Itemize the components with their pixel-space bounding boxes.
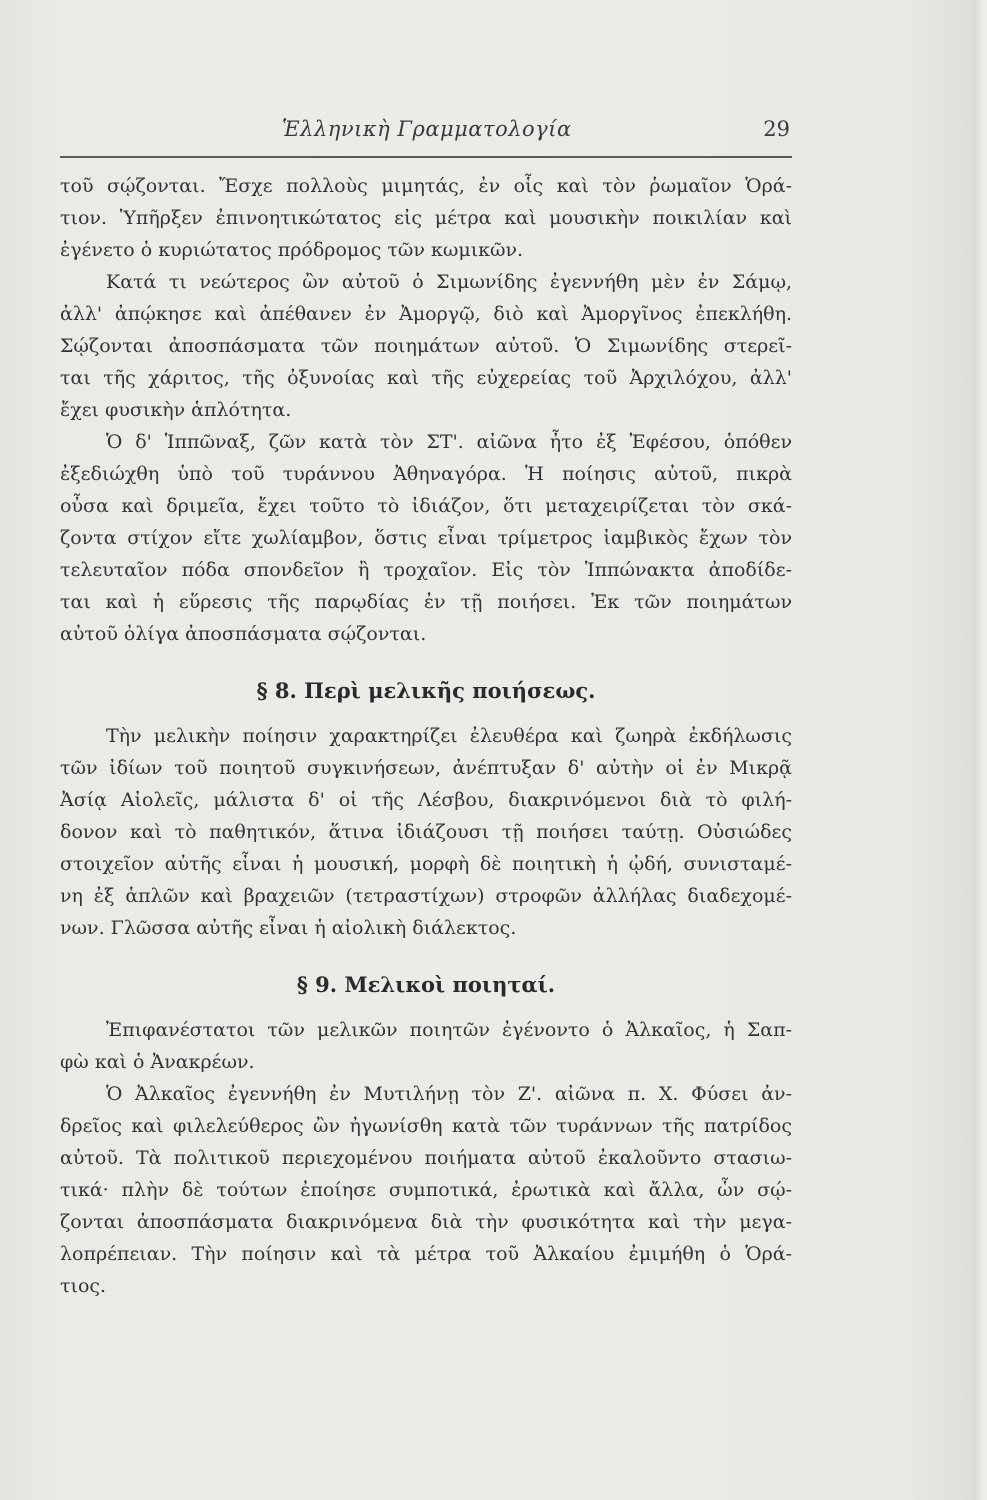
text-line: τελευταῖον πόδα σπονδεῖον ἢ τροχαῖον. Εἰς τὸν Ἱππώνακτα ἀποδίδε- [60,559,792,581]
text-line: νων. Γλῶσσα αὐτῆς εἶναι ἡ αἰολικὴ διάλεκτος. [60,917,517,939]
text-line: ται τῆς χάριτος, τῆς ὀξυνοίας καὶ τῆς εὐχερείας τοῦ Ἀρχιλόχου, ἀλλ' [60,367,792,389]
text-line: ἀλλ' ἀπῴκησε καὶ ἀπέθανεν ἐν Ἀμοργῷ, διὸ καὶ Ἀμοργῖνος ἐπεκλήθη. [60,303,792,325]
running-title: Ἑλληνικὴ Γραμματολογία [282,117,572,141]
text-line: ζονται ἀποσπάσματα διακρινόμενα διὰ τὴν φυσικότητα καὶ τὴν μεγα- [60,1211,792,1233]
text-line: τῶν ἰδίων τοῦ ποιητοῦ συγκινήσεων, ἀνέπτυξαν δ' αὐτὴν οἱ ἐν Μικρᾷ [60,757,792,779]
text-line: Ὁ δ' Ἱππῶναξ, ζῶν κατὰ τὸν ΣΤ'. αἰῶνα ἦτο ἐξ Ἐφέσου, ὁπόθεν [106,431,792,453]
text-line: Ἀσίᾳ Αἰολεῖς, μάλιστα δ' οἱ τῆς Λέσβου, διακρινόμενοι διὰ τὸ φιλή- [60,789,792,811]
text-line: Ὁ Ἀλκαῖος ἐγεννήθη ἐν Μυτιλήνῃ τὸν Ζ'. αἰῶνα π. Χ. Φύσει ἀν- [106,1083,792,1105]
text-line: ζοντα στίχον εἴτε χωλίαμβον, ὅστις εἶναι τρίμετρος ἰαμβικὸς ἔχων τὸν [60,527,792,549]
text-line: αὐτοῦ. Τὰ πολιτικοῦ περιεχομένου ποιήματα αὐτοῦ ἐκαλοῦντο στασιω- [60,1147,792,1169]
body-text [60,170,792,1302]
text-line: τικά· πλὴν δὲ τούτων ἐποίησε συμποτικά, ἐρωτικὰ καὶ ἄλλα, ὧν σῴ- [60,1179,792,1201]
text-line: ἐξεδιώχθη ὑπὸ τοῦ τυράννου Ἀθηναγόρα. Ἡ ποίησις αὐτοῦ, πικρὰ [60,463,792,485]
text-line: αὐτοῦ ὀλίγα ἀποσπάσματα σῴζονται. [60,623,427,645]
text-line: φὼ καὶ ὁ Ἀνακρέων. [60,1051,255,1073]
text-line: δονον καὶ τὸ παθητικόν, ἅτινα ἰδιάζουσι τῇ ποιήσει ταύτῃ. Οὐσιώδες [60,821,792,843]
text-line: τιον. Ὑπῆρξεν ἐπινοητικώτατος εἰς μέτρα καὶ μουσικὴν ποικιλίαν καὶ [60,207,792,229]
page-header [60,117,790,153]
text-line: Ἐπιφανέστατοι τῶν μελικῶν ποιητῶν ἐγένοντο ὁ Ἀλκαῖος, ἡ Σαπ- [106,1019,792,1041]
section-heading-8: § 8. Περὶ μελικῆς ποιήσεως. [256,678,596,703]
text-line: Κατά τι νεώτερος ὢν αὐτοῦ ὁ Σιμωνίδης ἐγεννήθη μὲν ἐν Σάμῳ, [106,271,792,293]
section-heading-9: § 9. Μελικοὶ ποιηταί. [296,972,556,997]
page-edge-shadow [973,0,987,1500]
text-line: οὖσα καὶ δριμεῖα, ἔχει τοῦτο τὸ ἰδιάζον, ὅτι μεταχειρίζεται τὸν σκά- [60,495,792,517]
text-line: νη ἐξ ἁπλῶν καὶ βραχειῶν (τετραστίχων) στροφῶν ἀλλήλας διαδεχομέ- [60,885,792,907]
text-line: τοῦ σῴζονται. Ἔσχε πολλοὺς μιμητάς, ἐν οἷς καὶ τὸν ῥωμαῖον Ὁρά- [60,175,792,197]
text-line: Σῴζονται ἀποσπάσματα τῶν ποιημάτων αὐτοῦ. Ὁ Σιμωνίδης στερεῖ- [60,335,792,357]
text-line: δρεῖος καὶ φιλελεύθερος ὢν ἠγωνίσθη κατὰ τῶν τυράννων τῆς πατρίδος [60,1115,792,1137]
page-number: 29 [763,117,790,141]
header-rule [60,156,792,158]
text-line: ἔχει φυσικὴν ἁπλότητα. [60,399,292,421]
text-line: στοιχεῖον αὐτῆς εἶναι ἡ μουσική, μορφὴ δὲ ποιητικὴ ἡ ᾠδή, συνισταμέ- [60,853,792,875]
text-line: ἐγένετο ὁ κυριώτατος πρόδρομος τῶν κωμικῶν. [60,239,524,261]
text-line: τιος. [60,1275,107,1297]
text-line: Τὴν μελικὴν ποίησιν χαρακτηρίζει ἐλευθέρα καὶ ζωηρὰ ἐκδήλωσις [106,725,792,747]
text-line: ται καὶ ἡ εὕρεσις τῆς παρῳδίας ἐν τῇ ποιήσει. Ἐκ τῶν ποιημάτων [60,591,792,613]
text-line: λοπρέπειαν. Τὴν ποίησιν καὶ τὰ μέτρα τοῦ Ἀλκαίου ἐμιμήθη ὁ Ὁρά- [60,1243,792,1265]
